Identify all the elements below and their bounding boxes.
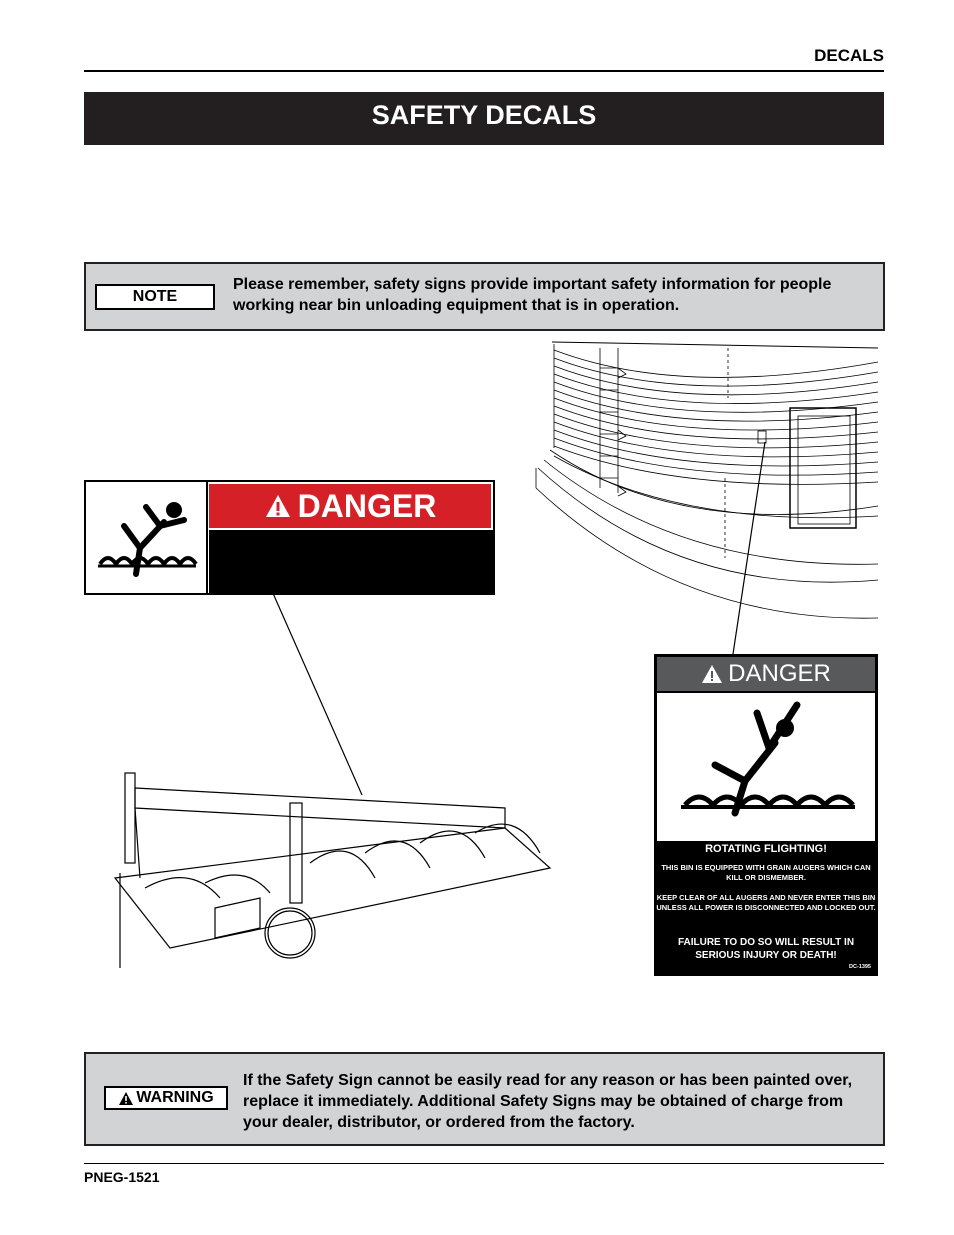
warning-label: WARNING — [136, 1089, 214, 1106]
page-title: SAFETY DECALS — [84, 92, 884, 145]
warning-box — [84, 1052, 885, 1146]
warning-badge — [104, 1086, 228, 1110]
decal-line-1: THIS BIN IS EQUIPPED WITH GRAIN AUGERS WHICH CAN KILL OR DISMEMBER. — [661, 863, 871, 882]
danger-signal-word: DANGER — [297, 487, 437, 524]
decal-line-2: KEEP CLEAR OF ALL AUGERS AND NEVER ENTER THIS BIN UNLESS ALL POWER IS DISCONNECTED AND LOCKED OUT. — [656, 893, 876, 912]
section-title: DECALS — [814, 46, 884, 65]
danger-header-small — [657, 657, 875, 691]
bin-sweep-auger-illustration — [110, 768, 555, 983]
decal-code: DC-1395 — [848, 964, 871, 970]
document-number: PNEG-1521 — [84, 1169, 160, 1185]
note-badge: NOTE — [95, 284, 215, 310]
warning-triangle-icon — [118, 1091, 134, 1106]
auger-hazard-pictogram-small — [657, 693, 875, 841]
danger-decal-small — [654, 654, 878, 976]
note-text: Please remember, safety signs provide important safety information for people working near bin unloading equipment that is in operation. — [233, 276, 832, 314]
decal-line-3: FAILURE TO DO SO WILL RESULT IN SERIOUS INJURY OR DEATH! — [677, 937, 855, 961]
footer-rule — [84, 1163, 884, 1164]
warning-text: If the Safety Sign cannot be easily read for any reason or has been painted over, replace it immediately. Additional Safety Signs may be obtained of charge from your dealer, distributor, or ordered from the factory. — [243, 1072, 853, 1131]
danger-signal-word-small: DANGER — [728, 660, 831, 687]
decal-headline: ROTATING FLIGHTING! — [705, 843, 827, 855]
falling-person-icon — [657, 693, 875, 841]
warning-triangle-icon — [701, 664, 723, 684]
